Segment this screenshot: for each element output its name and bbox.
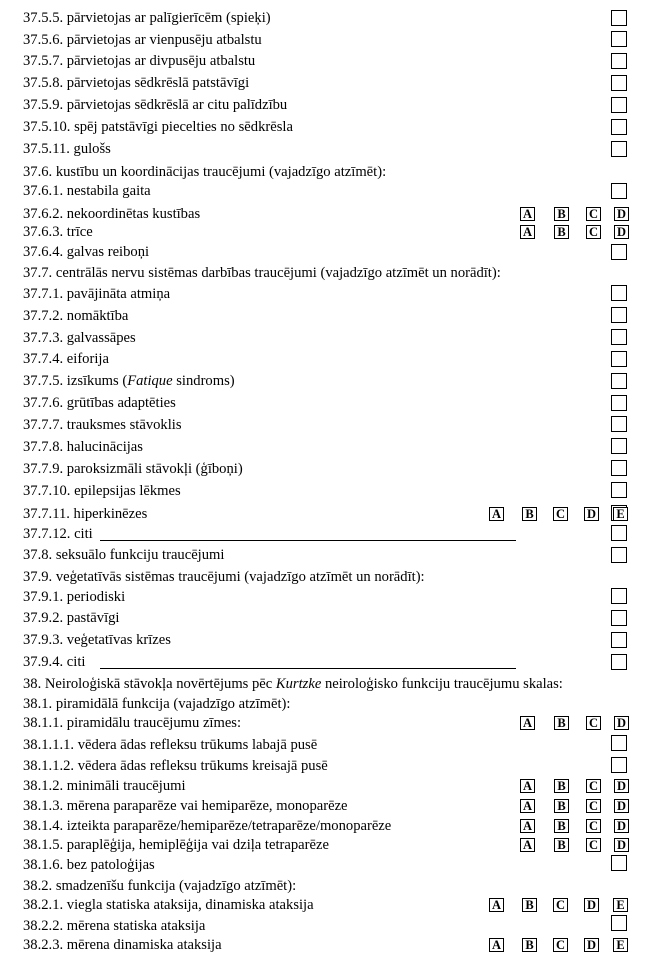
form-row-label bbox=[23, 877, 296, 895]
row-text: 37.9.1. periodiski bbox=[23, 589, 126, 605]
checkbox[interactable] bbox=[611, 588, 627, 604]
checkbox[interactable] bbox=[611, 610, 627, 626]
row-text: 37.7.3. galvassāpes bbox=[23, 330, 136, 346]
row-text: 38.1.3. mērena paraparēze vai hemiparēze, monoparēze bbox=[23, 798, 348, 814]
form-row-label bbox=[23, 856, 155, 874]
form-row-label bbox=[23, 588, 125, 606]
form-row-label bbox=[23, 609, 119, 627]
row-text: 37.6.1. nestabila gaita bbox=[23, 183, 151, 199]
grade-box-c[interactable]: C bbox=[553, 938, 568, 952]
form-row-label bbox=[23, 568, 425, 586]
checkbox[interactable] bbox=[611, 119, 627, 135]
checkbox[interactable] bbox=[611, 141, 627, 157]
grade-box-b[interactable]: B bbox=[554, 716, 569, 730]
grade-box-b[interactable]: B bbox=[554, 225, 569, 239]
row-text: 37.5.7. pārvietojas ar divpusēju atbalstu bbox=[23, 53, 256, 69]
row-text: 37.7.7. trauksmes stāvoklis bbox=[23, 417, 182, 433]
row-text: 37.7.6. grūtības adaptēties bbox=[23, 395, 176, 411]
row-text: 37.5.6. pārvietojas ar vienpusēju atbalstu bbox=[23, 32, 262, 48]
form-row-label bbox=[23, 777, 186, 795]
grade-box-c[interactable]: C bbox=[553, 898, 568, 912]
row-text-part: 37.7.5. izsīkums ( bbox=[23, 373, 128, 389]
row-text-part: 38. Neiroloģiskā stāvokļa novērtējums pēc bbox=[23, 676, 276, 692]
checkbox[interactable] bbox=[611, 395, 627, 411]
form-row-label bbox=[23, 416, 182, 434]
checkbox[interactable] bbox=[611, 482, 627, 498]
row-text: 38.1. piramidālā funkcija (vajadzīgo atzīmēt): bbox=[23, 696, 291, 712]
fill-in-line[interactable] bbox=[100, 656, 516, 669]
form-row-label bbox=[23, 695, 290, 713]
row-text: 38.1.1.2. vēdera ādas refleksu trūkums kreisajā pusē bbox=[23, 758, 328, 774]
grade-box-e[interactable]: E bbox=[613, 507, 628, 521]
form-row-label bbox=[23, 329, 136, 347]
form-row-label bbox=[23, 917, 205, 935]
form-row-label bbox=[23, 505, 147, 523]
row-text: 37.8. seksuālo funkciju traucējumi bbox=[23, 547, 225, 563]
form-row-label bbox=[23, 140, 111, 158]
row-text: 37.9.3. veģetatīvas krīzes bbox=[23, 632, 171, 648]
form-row-label bbox=[23, 438, 143, 456]
grade-box-d[interactable]: D bbox=[584, 938, 599, 952]
row-text: 37.7.12. citi bbox=[23, 526, 93, 542]
row-text: 37.7.8. halucinācijas bbox=[23, 439, 143, 455]
grade-box-b[interactable]: B bbox=[554, 207, 569, 221]
form-row-label bbox=[23, 350, 109, 368]
row-text: 37.9.2. pastāvīgi bbox=[23, 610, 120, 626]
form-row-label bbox=[23, 243, 149, 261]
row-text: 38.2.1. viegla statiska ataksija, dinamiska ataksija bbox=[23, 897, 314, 913]
checkbox[interactable] bbox=[611, 855, 627, 871]
grade-box-e[interactable]: E bbox=[613, 898, 628, 912]
grade-box-a[interactable]: A bbox=[520, 716, 535, 730]
row-text-part: sindroms) bbox=[172, 373, 235, 389]
italic-term: Fatique bbox=[127, 373, 173, 389]
row-text: 37.7.10. epilepsijas lēkmes bbox=[23, 483, 181, 499]
form-row-label bbox=[23, 31, 262, 49]
form-row-label bbox=[23, 74, 249, 92]
grade-box-c[interactable]: C bbox=[586, 838, 601, 852]
grade-box-b[interactable]: B bbox=[554, 779, 569, 793]
form-row-label bbox=[23, 653, 85, 671]
form-row-label bbox=[23, 836, 329, 854]
grade-box-a[interactable]: A bbox=[489, 507, 504, 521]
grade-box-d[interactable]: D bbox=[614, 779, 629, 793]
grade-box-a[interactable]: A bbox=[520, 838, 535, 852]
row-text: 38.1.1.1. vēdera ādas refleksu trūkums labajā pusē bbox=[23, 737, 318, 753]
form-row-label bbox=[23, 546, 224, 564]
grade-box-a[interactable]: A bbox=[520, 799, 535, 813]
row-text: 37.6.4. galvas reiboņi bbox=[23, 244, 150, 260]
checkbox[interactable] bbox=[611, 735, 627, 751]
checkbox[interactable] bbox=[611, 654, 627, 670]
form-row-label bbox=[23, 264, 501, 282]
fill-in-line[interactable] bbox=[100, 528, 516, 541]
checkbox[interactable] bbox=[611, 460, 627, 476]
grade-box-d[interactable]: D bbox=[584, 507, 599, 521]
grade-box-a[interactable]: A bbox=[489, 938, 504, 952]
grade-box-a[interactable]: A bbox=[520, 779, 535, 793]
form-row-label bbox=[23, 797, 348, 815]
form-row-label bbox=[23, 482, 181, 500]
row-text: 37.7.2. nomāktība bbox=[23, 308, 129, 324]
form-row-label bbox=[23, 223, 93, 241]
grade-box-c[interactable]: C bbox=[586, 799, 601, 813]
form-row-label bbox=[23, 757, 328, 775]
checkbox[interactable] bbox=[611, 416, 627, 432]
row-text: 38.1.2. minimāli traucējumi bbox=[23, 778, 186, 794]
row-text: 37.5.5. pārvietojas ar palīgierīcēm (spieķi) bbox=[23, 10, 271, 26]
grade-box-c[interactable]: C bbox=[586, 819, 601, 833]
row-text: 37.7.1. pavājināta atmiņa bbox=[23, 286, 171, 302]
grade-box-b[interactable]: B bbox=[522, 938, 537, 952]
row-text: 37.5.11. gulošs bbox=[23, 141, 111, 157]
grade-box-d[interactable]: D bbox=[614, 225, 629, 239]
row-text: 37.7.9. paroksizmāli stāvokļi (ģīboņi) bbox=[23, 461, 243, 477]
form-row-label bbox=[23, 52, 255, 70]
checkbox[interactable] bbox=[611, 373, 627, 389]
checkbox[interactable] bbox=[611, 329, 627, 345]
checkbox[interactable] bbox=[611, 438, 627, 454]
checkbox[interactable] bbox=[611, 244, 627, 260]
row-text: 37.7. centrālās nervu sistēmas darbības traucējumi (vajadzīgo atzīmēt un norādīt): bbox=[23, 265, 501, 281]
row-text: 38.1.6. bez patoloģijas bbox=[23, 857, 155, 873]
form-row-label bbox=[23, 817, 391, 835]
grade-box-a[interactable]: A bbox=[520, 819, 535, 833]
checkbox[interactable] bbox=[611, 10, 627, 26]
grade-box-c[interactable]: C bbox=[553, 507, 568, 521]
checkbox[interactable] bbox=[611, 97, 627, 113]
form-row-label bbox=[23, 460, 243, 478]
form-row-label bbox=[23, 118, 293, 136]
row-text: 37.5.10. spēj patstāvīgi piecelties no sēdkrēsla bbox=[23, 119, 293, 135]
row-text: 37.6. kustību un koordinācijas traucējumi (vajadzīgo atzīmēt): bbox=[23, 164, 387, 180]
form-row-label bbox=[23, 394, 176, 412]
checkbox[interactable] bbox=[611, 285, 627, 301]
form-row-label bbox=[23, 675, 563, 693]
row-text: 37.5.9. pārvietojas sēdkrēslā ar citu palīdzību bbox=[23, 97, 288, 113]
grade-box-e[interactable]: E bbox=[613, 938, 628, 952]
row-text: 38.1.4. izteikta paraparēze/hemiparēze/tetraparēze/monoparēze bbox=[23, 818, 392, 834]
row-text-part: neiroloģisko funkciju traucējumu skalas: bbox=[321, 676, 563, 692]
form-row-label bbox=[23, 96, 287, 114]
grade-box-a[interactable]: A bbox=[520, 207, 535, 221]
row-text: 37.6.3. trīce bbox=[23, 224, 93, 240]
grade-box-b[interactable]: B bbox=[554, 799, 569, 813]
grade-box-c[interactable]: C bbox=[586, 207, 601, 221]
form-row-label bbox=[23, 163, 386, 181]
row-text: 37.7.11. hiperkinēzes bbox=[23, 506, 148, 522]
form-row-label bbox=[23, 372, 235, 390]
grade-box-b[interactable]: B bbox=[522, 898, 537, 912]
form-row-label bbox=[23, 285, 170, 303]
grade-box-c[interactable]: C bbox=[586, 225, 601, 239]
checkbox[interactable] bbox=[611, 525, 627, 541]
row-text: 38.1.1. piramidālu traucējumu zīmes: bbox=[23, 715, 242, 731]
row-text: 37.6.2. nekoordinētas kustības bbox=[23, 206, 201, 222]
form-row-label bbox=[23, 9, 271, 27]
checkbox[interactable] bbox=[611, 53, 627, 69]
grade-box-a[interactable]: A bbox=[520, 225, 535, 239]
row-text: 38.2.2. mērena statiska ataksija bbox=[23, 918, 206, 934]
checkbox[interactable] bbox=[611, 307, 627, 323]
checkbox[interactable] bbox=[611, 632, 627, 648]
row-text: 38.2.3. mērena dinamiska ataksija bbox=[23, 937, 222, 953]
form-row-label bbox=[23, 525, 93, 543]
grade-box-d[interactable]: D bbox=[614, 799, 629, 813]
grade-box-d[interactable]: D bbox=[584, 898, 599, 912]
row-text: 38.2. smadzenīšu funkcija (vajadzīgo atzīmēt): bbox=[23, 878, 297, 894]
row-text: 37.7.4. eiforija bbox=[23, 351, 109, 367]
checkbox[interactable] bbox=[611, 547, 627, 563]
checkbox[interactable] bbox=[611, 915, 627, 931]
checkbox[interactable] bbox=[611, 757, 627, 773]
form-row-label bbox=[23, 936, 222, 954]
grade-box-b[interactable]: B bbox=[554, 819, 569, 833]
checkbox[interactable] bbox=[611, 183, 627, 199]
form-row-label bbox=[23, 896, 314, 914]
form-row-label bbox=[23, 631, 171, 649]
form-row-label bbox=[23, 205, 200, 223]
grade-box-b[interactable]: B bbox=[522, 507, 537, 521]
grade-box-d[interactable]: D bbox=[614, 716, 629, 730]
form-row-label bbox=[23, 182, 151, 200]
row-text: 37.9.4. citi bbox=[23, 654, 86, 670]
grade-box-d[interactable]: D bbox=[614, 819, 629, 833]
grade-box-c[interactable]: C bbox=[586, 716, 601, 730]
grade-box-d[interactable]: D bbox=[614, 207, 629, 221]
checkbox[interactable] bbox=[611, 351, 627, 367]
grade-box-b[interactable]: B bbox=[554, 838, 569, 852]
grade-box-c[interactable]: C bbox=[586, 779, 601, 793]
row-text: 37.9. veģetatīvās sistēmas traucējumi (vajadzīgo atzīmēt un norādīt): bbox=[23, 569, 425, 585]
checkbox[interactable] bbox=[611, 31, 627, 47]
form-row-label bbox=[23, 736, 317, 754]
italic-term: Kurtzke bbox=[275, 676, 322, 692]
grade-box-a[interactable]: A bbox=[489, 898, 504, 912]
row-text: 38.1.5. paraplēģija, hemiplēģija vai dziļa tetraparēze bbox=[23, 837, 329, 853]
checkbox[interactable] bbox=[611, 75, 627, 91]
grade-box-d[interactable]: D bbox=[614, 838, 629, 852]
row-text: 37.5.8. pārvietojas sēdkrēslā patstāvīgi bbox=[23, 75, 250, 91]
form-row-label bbox=[23, 307, 128, 325]
form-row-label bbox=[23, 714, 241, 732]
